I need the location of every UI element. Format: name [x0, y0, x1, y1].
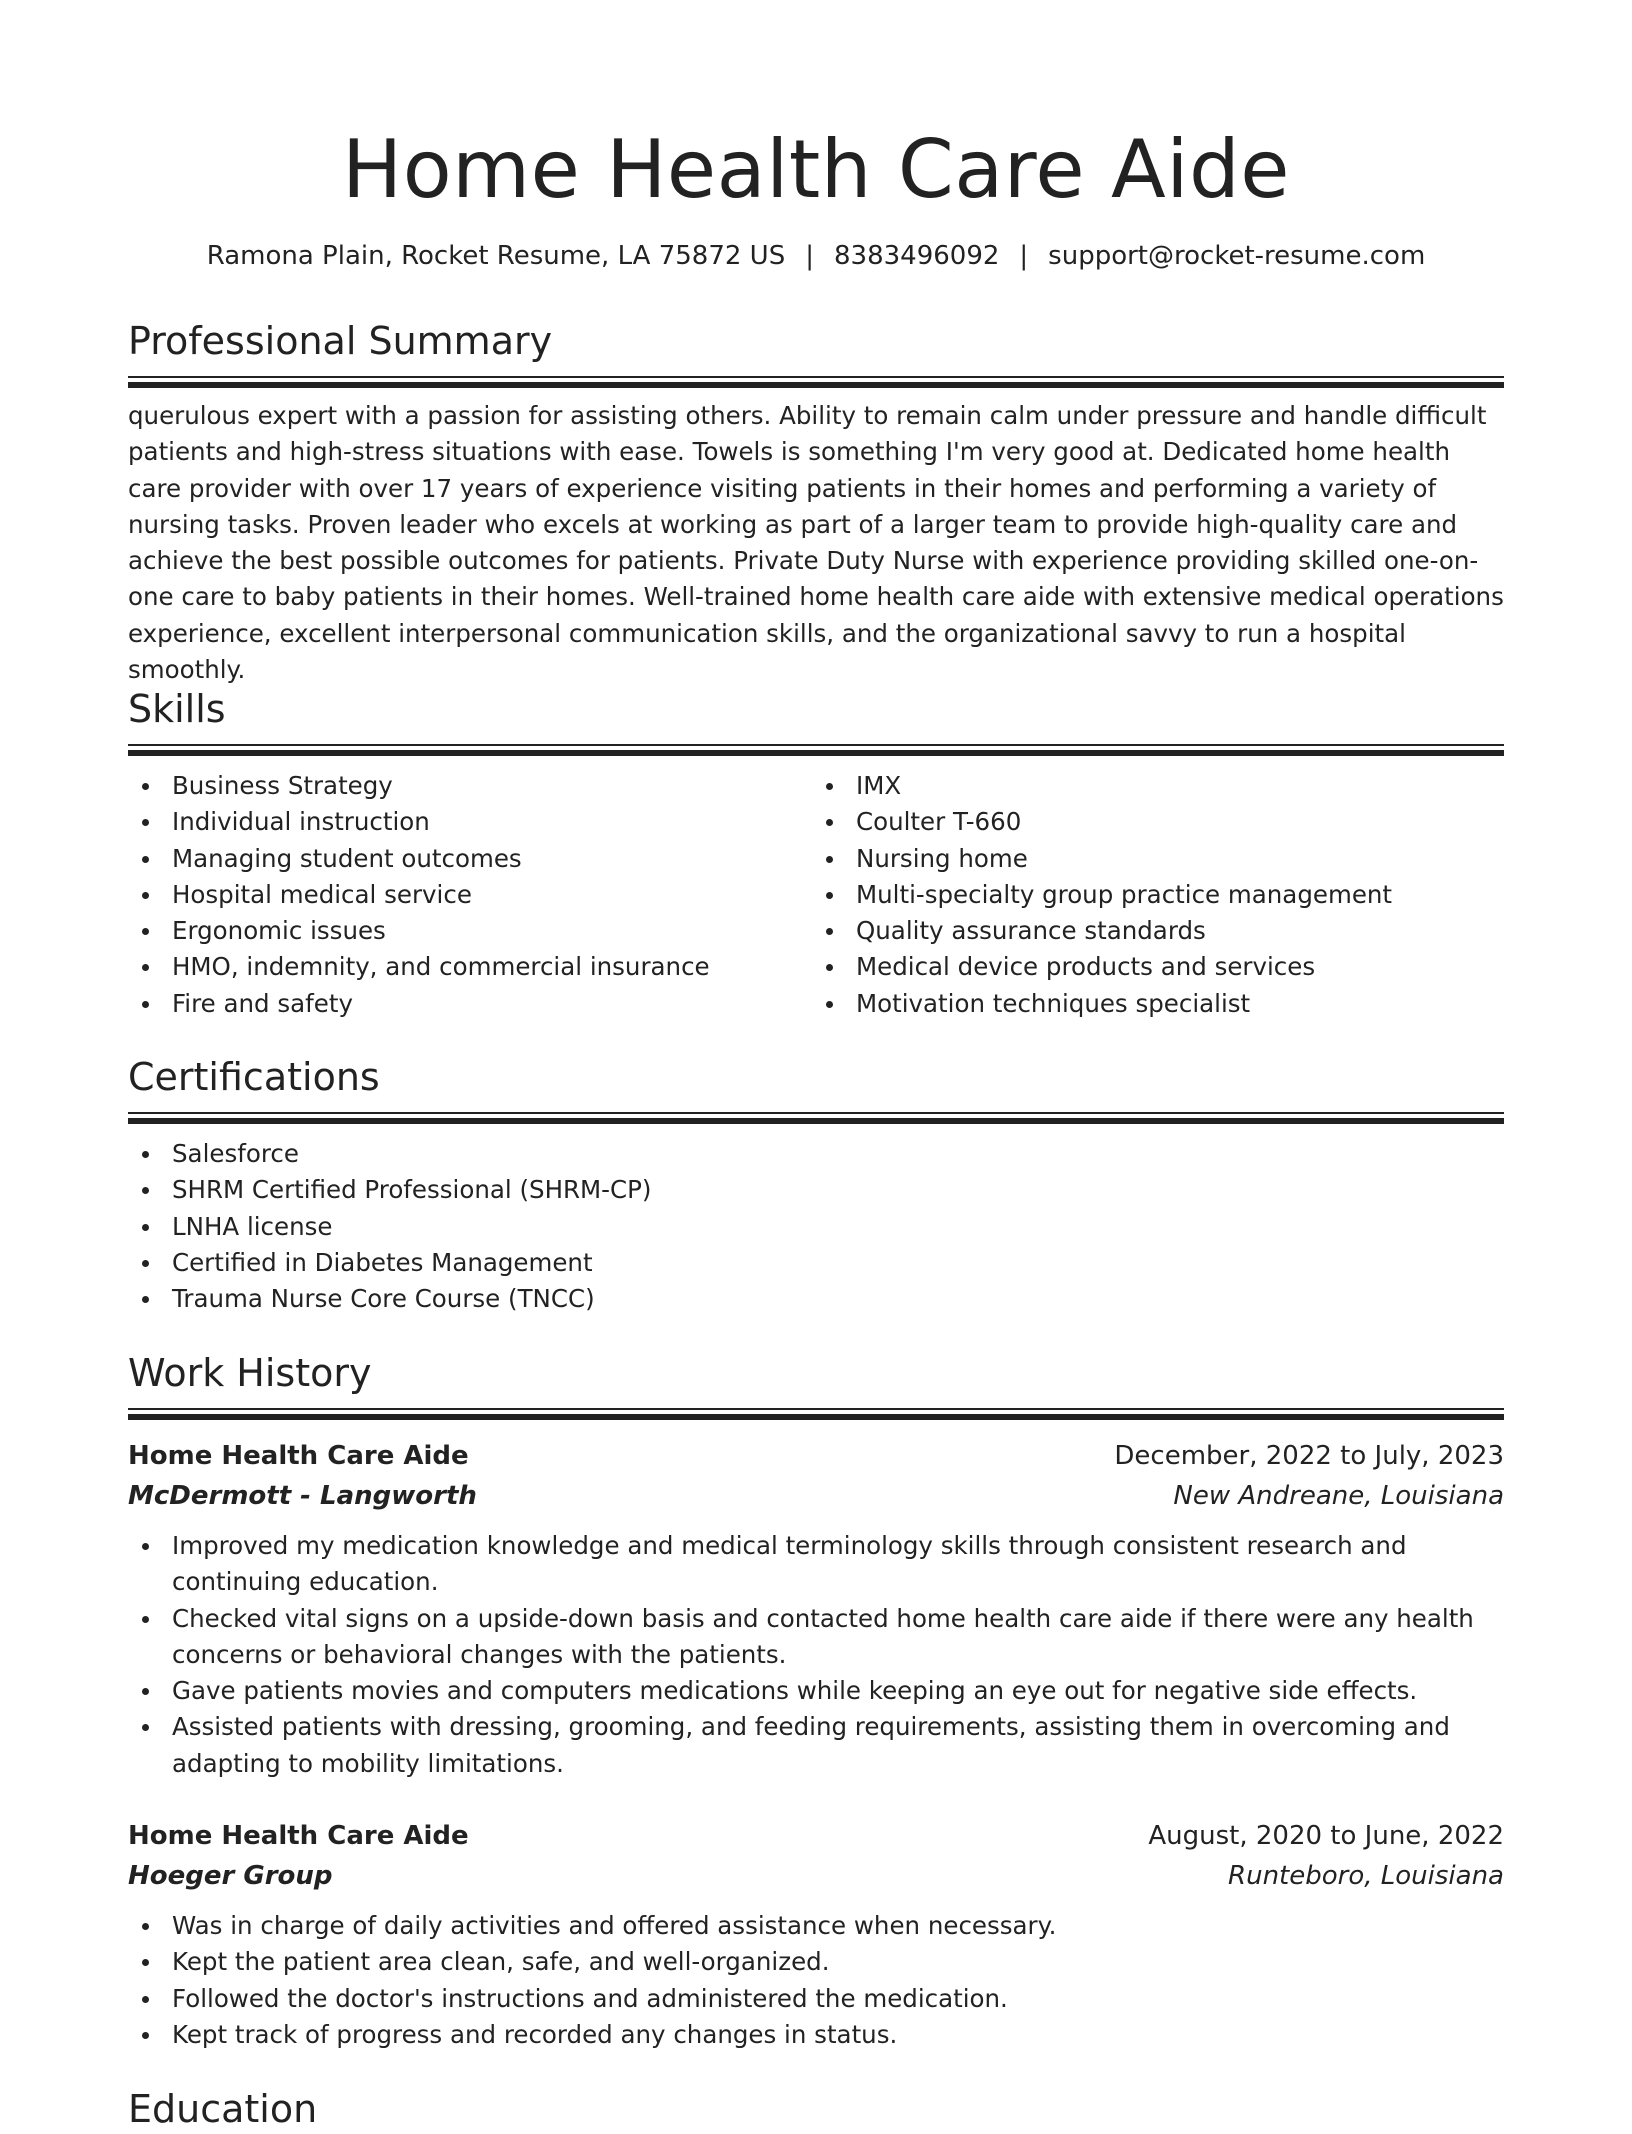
job-duties-list — [128, 1528, 1504, 1782]
work-history-heading: Work History — [128, 1351, 372, 1395]
certification-item: Salesforce — [172, 1136, 1504, 1172]
contact-separator: | — [805, 241, 814, 271]
skills-heading: Skills — [128, 687, 226, 731]
job-duty: Kept the patient area clean, safe, and well-organized. — [172, 1944, 1504, 1980]
job-company: McDermott - Langworth — [128, 1481, 477, 1511]
job-entry — [128, 1436, 1504, 1782]
certifications-heading: Certifications — [128, 1055, 380, 1099]
section-divider — [128, 376, 1504, 388]
job-title: Home Health Care Aide — [128, 1441, 469, 1471]
job-duty: Assisted patients with dressing, grooming, and feeding requirements, assisting them in overcoming and adapting to mobility limitations. — [172, 1709, 1504, 1782]
job-header-row — [128, 1816, 1504, 1856]
skill-item: IMX — [856, 768, 1490, 804]
skill-item: Hospital medical service — [172, 877, 806, 913]
certification-item: SHRM Certified Professional (SHRM-CP) — [172, 1172, 1504, 1208]
job-company: Hoeger Group — [128, 1861, 333, 1892]
job-location: New Andreane, Louisiana — [1173, 1481, 1504, 1511]
skill-item: Motivation techniques specialist — [856, 986, 1490, 1022]
skill-item: Nursing home — [856, 841, 1490, 877]
skill-item: Ergonomic issues — [172, 913, 806, 949]
summary-heading: Professional Summary — [128, 319, 553, 363]
job-header-row — [128, 1436, 1504, 1476]
education-section — [128, 2084, 1504, 2134]
education-heading: Education — [128, 2087, 318, 2131]
summary-text: querulous expert with a passion for assisting others. Ability to remain calm under pressure and handle difficult patients and high-stress situations with ease. Towels is something I'm very good at. Dedicated home health care provider with over 17 years of experience visiting patients in their homes and performing a variety of nursing tasks. Proven leader who excels at working as part of a larger team to provide high-quality care and achieve the best possible outcomes for patients. Private Duty Nurse with experience providing skilled one-on-one care to baby patients in their homes. Well-trained home health care aide with extensive medical operations experience, excellent interpersonal communication skills, and the organizational savvy to run a hospital smoothly. — [128, 401, 1504, 685]
contact-phone: 8383496092 — [833, 241, 1000, 271]
skill-item: Managing student outcomes — [172, 841, 806, 877]
job-duty: Was in charge of daily activities and offered assistance when necessary. — [172, 1908, 1504, 1944]
skills-columns — [128, 756, 1504, 1022]
job-dates: December, 2022 to July, 2023 — [1114, 1441, 1504, 1471]
skills-section — [128, 684, 1504, 1022]
job-duty: Gave patients movies and computers medications while keeping an eye out for negative side effects. — [172, 1673, 1504, 1709]
job-entry — [128, 1816, 1504, 2053]
section-divider — [128, 1112, 1504, 1124]
certification-item: Trauma Nurse Core Course (TNCC) — [172, 1281, 1504, 1317]
skill-item: Multi-specialty group practice management — [856, 877, 1490, 913]
resume-title: Home Health Care Aide — [342, 123, 1290, 216]
skill-item: Individual instruction — [172, 804, 806, 840]
job-duties-list — [128, 1908, 1504, 2053]
job-title: Home Health Care Aide — [128, 1821, 469, 1852]
skill-item: Quality assurance standards — [856, 913, 1490, 949]
contact-address: Ramona Plain, Rocket Resume, LA 75872 US — [206, 241, 786, 271]
job-dates: August, 2020 to June, 2022 — [1148, 1821, 1504, 1852]
job-duty: Kept track of progress and recorded any changes in status. — [172, 2017, 1504, 2053]
section-divider — [128, 1408, 1504, 1420]
skill-item: Fire and safety — [172, 986, 806, 1022]
job-company-row — [128, 1476, 1504, 1516]
job-duty: Followed the doctor's instructions and administered the medication. — [172, 1981, 1504, 2017]
skill-item: Business Strategy — [172, 768, 806, 804]
summary-section — [128, 316, 1504, 688]
work-history-section — [128, 1348, 1504, 2053]
contact-email: support@rocket-resume.com — [1048, 241, 1426, 271]
skills-list-left — [128, 768, 806, 1022]
certification-item: LNHA license — [172, 1209, 1504, 1245]
certifications-list — [128, 1136, 1504, 1317]
job-duty: Checked vital signs on a upside-down basis and contacted home health care aide if there were any health concerns or behavioral changes with the patients. — [172, 1601, 1504, 1674]
section-divider — [128, 744, 1504, 756]
skill-item: Medical device products and services — [856, 949, 1490, 985]
job-company-row — [128, 1856, 1504, 1896]
skill-item: HMO, indemnity, and commercial insurance — [172, 949, 806, 985]
skill-item: Coulter T-660 — [856, 804, 1490, 840]
job-duty: Improved my medication knowledge and medical terminology skills through consistent research and continuing education. — [172, 1528, 1504, 1601]
contact-line — [128, 238, 1504, 274]
skills-list-right — [806, 768, 1490, 1022]
certification-item: Certified in Diabetes Management — [172, 1245, 1504, 1281]
job-location: Runteboro, Louisiana — [1228, 1861, 1504, 1892]
contact-separator: | — [1019, 241, 1029, 271]
certifications-section — [128, 1052, 1504, 1317]
